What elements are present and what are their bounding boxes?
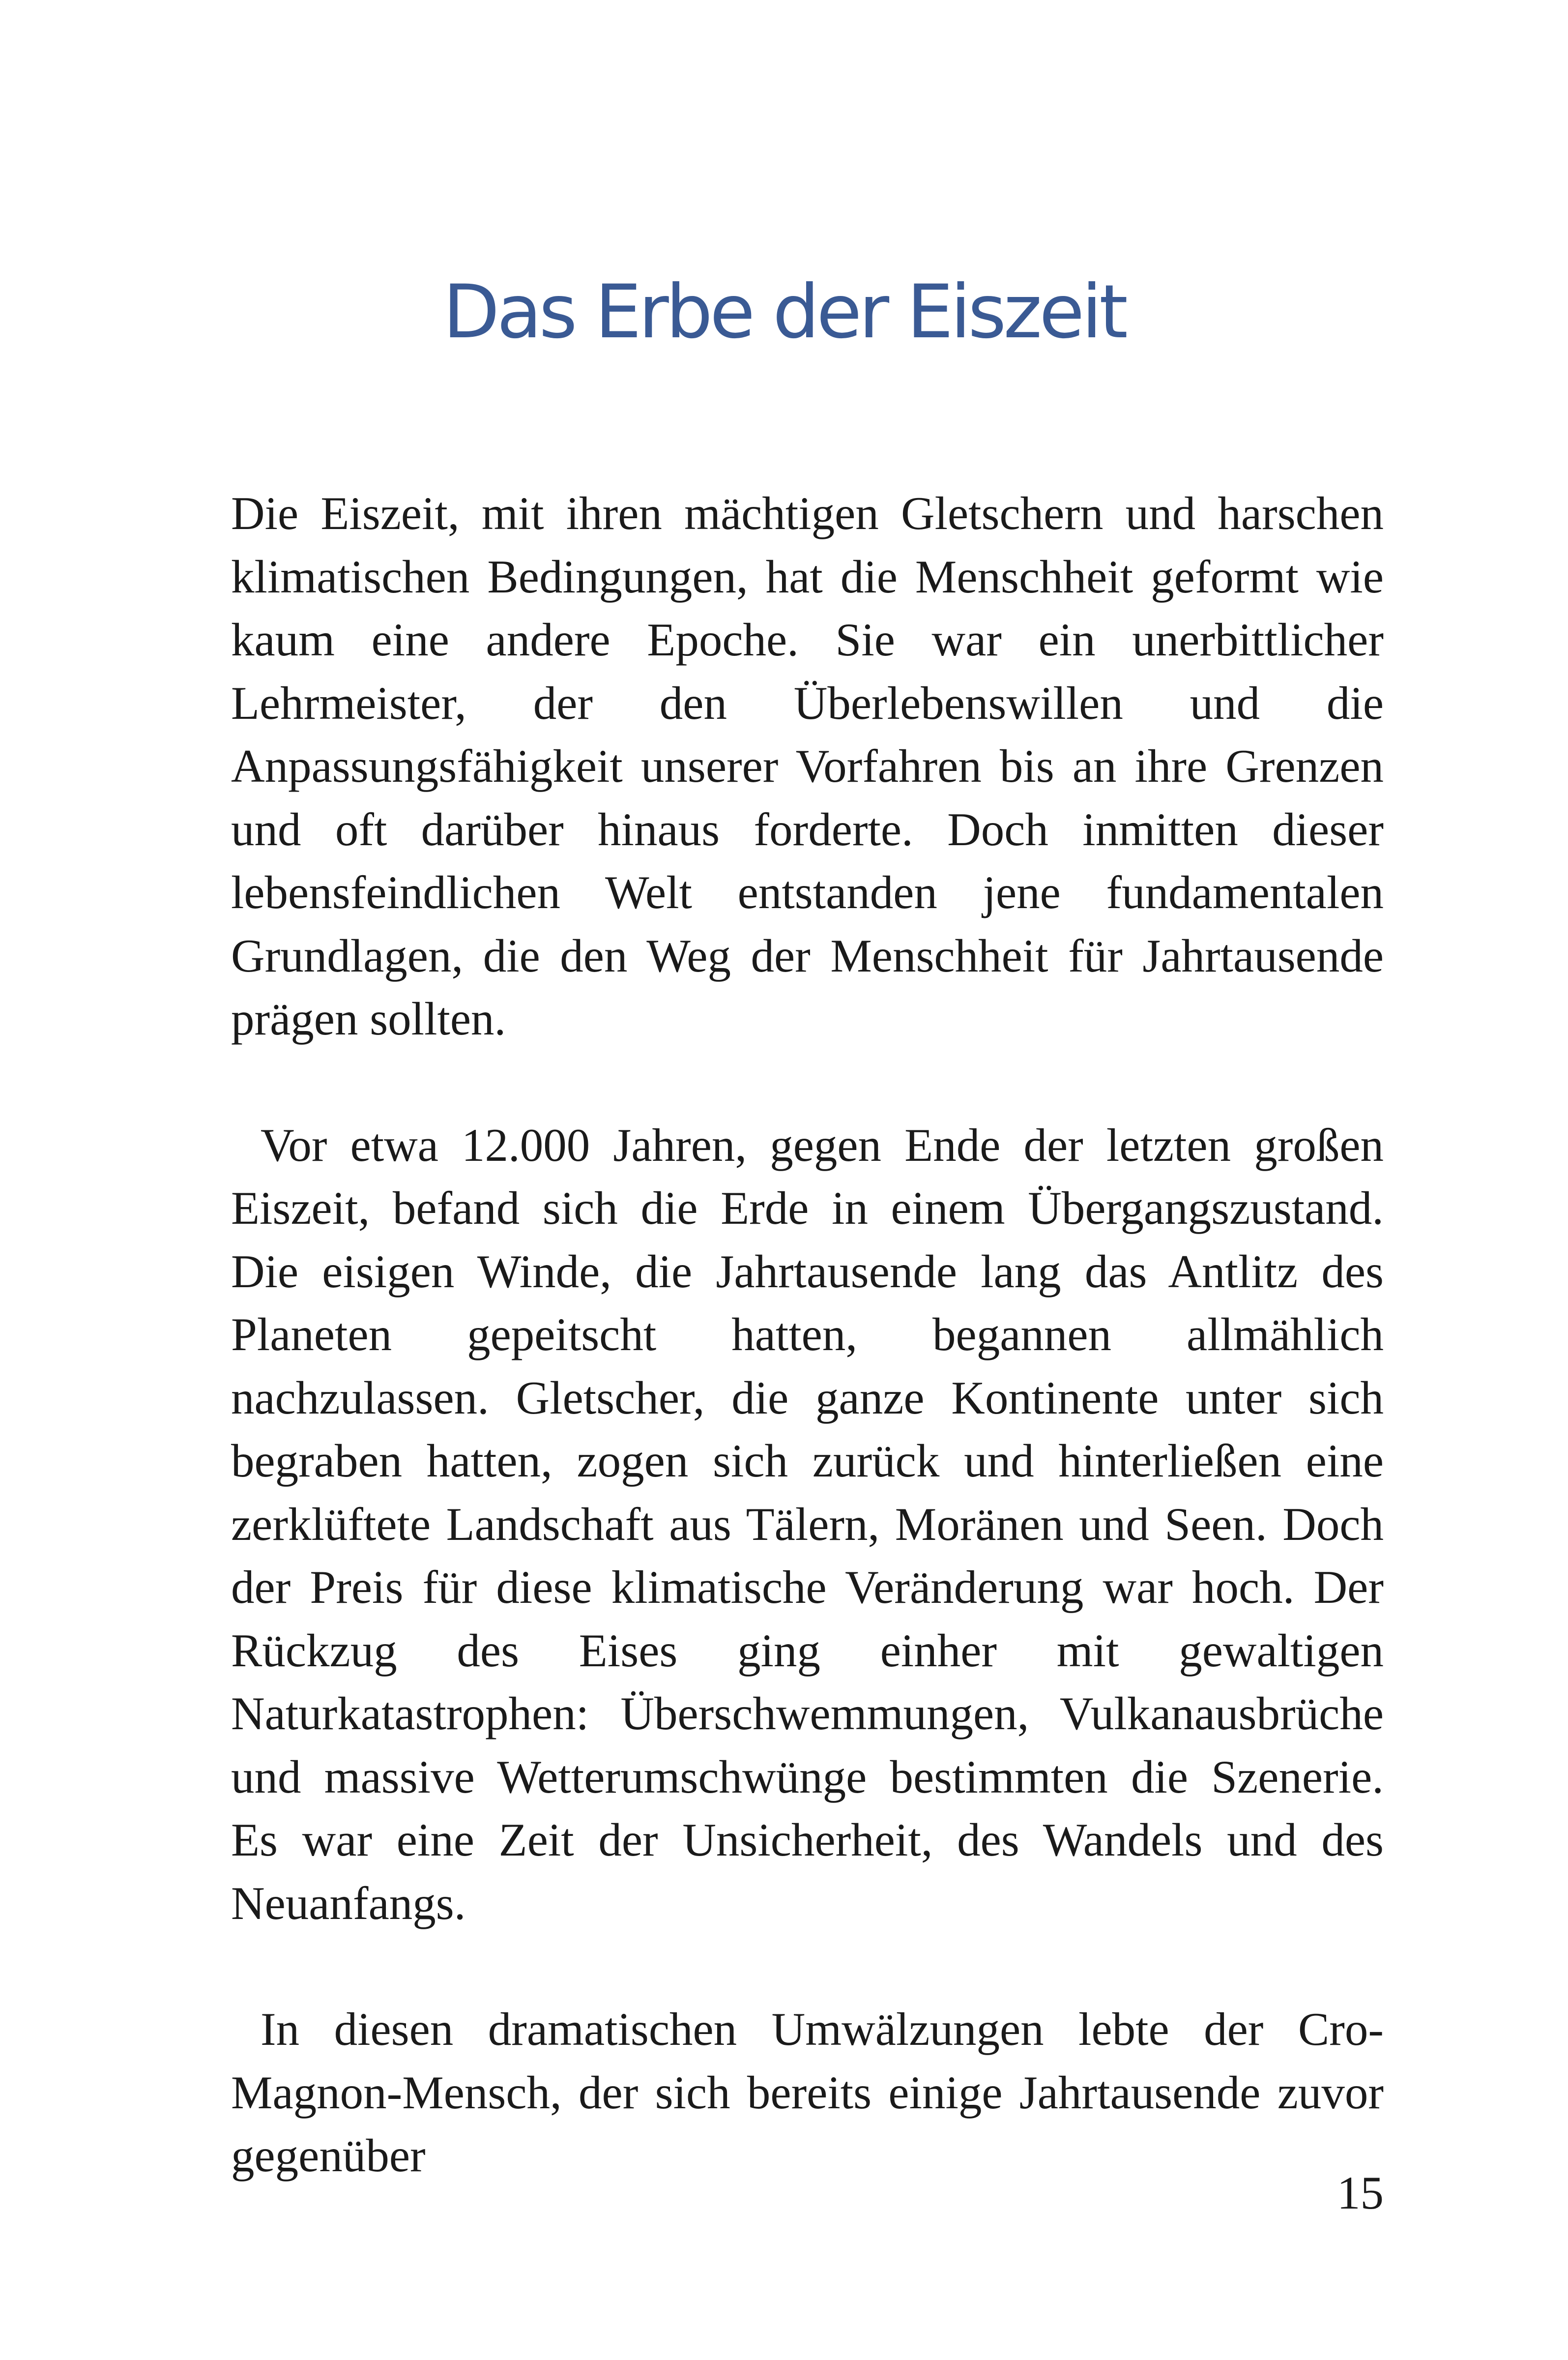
paragraph-1: Die Eiszeit, mit ihren mächtigen Gletschern und harschen klimatischen Bedingungen, hat die Menschheit geformt wie kaum eine andere Epoche. Sie war ein unerbittlicher Lehrmeister, der den Überlebenswillen und die Anpassungsfähigkeit unserer Vorfahren bis an ihre Grenzen und oft darüber hinaus forderte. Doch inmitten dieser lebensfeindlichen Welt entstanden jene fundamentalen Grundlagen, die den Weg der Menschheit für Jahrtausende prägen sollten. xyxy=(231,487,1384,1045)
page-number: 15 xyxy=(1337,2167,1384,2219)
chapter-title: Das Erbe der Eiszeit xyxy=(443,269,1125,355)
body-text xyxy=(231,482,1384,2250)
paragraph-3: In diesen dramatischen Umwälzungen lebte der Cro-Magnon-Mensch, der sich bereits einige Jahrtausende zuvor gegenüber xyxy=(231,2003,1384,2182)
paragraph-2: Vor etwa 12.000 Jahren, gegen Ende der letzten großen Eiszeit, befand sich die Erde in einem Übergangszustand. Die eisigen Winde, die Jahrtausende lang das Antlitz des Planeten gepeitscht hatten, begannen allmählich nachzulassen. Gletscher, die ganze Kontinente unter sich begraben hatten, zogen sich zurück und hinterließen eine zerklüftete Landschaft aus Tälern, Moränen und Seen. Doch der Preis für diese klimatische Veränderung war hoch. Der Rückzug des Eises ging einher mit gewaltigen Naturkatastrophen: Überschwemmungen, Vulkanausbrüche und massive Wetterumschwünge bestimmten die Szenerie. Es war eine Zeit der Unsicherheit, des Wandels und des Neuanfangs. xyxy=(231,1119,1384,1929)
